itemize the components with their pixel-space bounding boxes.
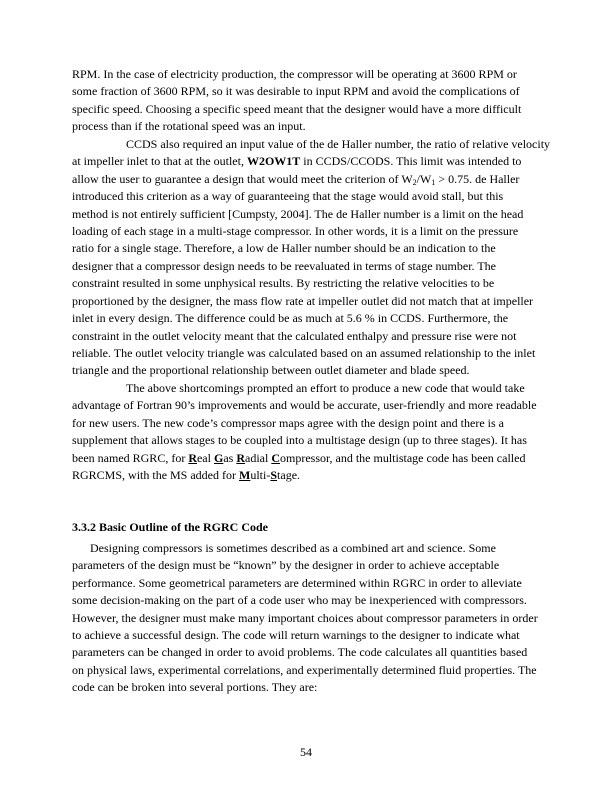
text-span: as bbox=[223, 450, 237, 465]
text-line: However, the designer must make many important choices about compressor parameters in order bbox=[72, 610, 538, 625]
page-number: 54 bbox=[300, 745, 312, 759]
paragraph-rpm bbox=[72, 66, 544, 136]
variable-name: W2OW1T bbox=[246, 154, 301, 169]
text-line: triangle and the proportional relationship between outlet diameter and blade speed. bbox=[72, 363, 470, 378]
text-line: code can be broken into several portions. They are: bbox=[72, 680, 318, 695]
text-line bbox=[72, 450, 544, 467]
spacer bbox=[72, 485, 544, 502]
acronym-letter: M bbox=[239, 468, 251, 483]
text-span: adial bbox=[245, 450, 272, 465]
text-span: eal bbox=[196, 450, 214, 465]
text-line: on physical laws, experimental correlations, and experimentally determined fluid properties. The bbox=[72, 662, 537, 677]
acronym-letter: R bbox=[236, 450, 245, 465]
subscript: 1 bbox=[431, 177, 436, 187]
paragraph-de-haller bbox=[72, 136, 551, 380]
document-page bbox=[72, 66, 551, 697]
acronym-letter: S bbox=[270, 468, 278, 483]
text-line: inlet in every design. The difference could be as much at 5.6 % in CCDS. Furthermore, the bbox=[72, 311, 509, 326]
text-line: to achieve a successful design. The code will return warnings to the designer to indicate what bbox=[72, 628, 520, 642]
text-line: constraint in the outlet velocity meant that the calculated enthalpy and pressure rise were not bbox=[72, 328, 517, 343]
text-span: tage. bbox=[277, 468, 301, 483]
section-heading: 3.3.2 Basic Outline of the RGRC Code bbox=[72, 520, 268, 535]
text-line: reliable. The outlet velocity triangle was calculated based on an assumed relationship to the inlet bbox=[72, 346, 536, 360]
text-span: /W bbox=[416, 171, 432, 186]
text-line bbox=[72, 171, 544, 188]
paragraph-new-code bbox=[72, 380, 544, 485]
text-line bbox=[72, 153, 544, 170]
text-line: process than if the rotational speed was an input. bbox=[72, 119, 306, 134]
acronym-letter: G bbox=[213, 450, 224, 465]
text-line bbox=[72, 467, 544, 484]
subscript: 2 bbox=[412, 177, 417, 187]
text-line: proportioned by the designer, the mass flow rate at impeller outlet did not match that at impeller bbox=[72, 293, 534, 308]
text-span: in CCDS/CCODS. This limit was intended to bbox=[300, 154, 522, 169]
text-line: designer that a compressor design needs to be reevaluated in terms of stage number. The bbox=[72, 258, 496, 273]
text-line: advantage of Fortran 90’s improvements and would be accurate, user-friendly and more readable bbox=[72, 398, 537, 413]
text-span: RGRCMS, with the MS added for bbox=[72, 468, 240, 483]
text-line: for new users. The new code’s compressor maps agree with the design point and there is a bbox=[72, 415, 504, 430]
text-line: loading of each stage in a multi-stage compressor. In other words, it is a limit on the pressure bbox=[72, 223, 519, 238]
text-line: Designing compressors is sometimes described as a combined art and science. Some bbox=[90, 540, 496, 555]
text-line: specific speed. Choosing a specific speed meant that the designer would have a more difficult bbox=[72, 101, 522, 116]
text-line: performance. Some geometrical parameters are determined within RGRC in order to alleviate bbox=[72, 575, 522, 590]
text-line: method is not entirely sufficient [Cumpsty, 2004]. The de Haller number is a limit on the head bbox=[72, 206, 524, 221]
text-line: introduced this criterion as a way of guaranteeing that the stage would avoid stall, but this bbox=[72, 189, 504, 204]
text-line: parameters can be changed in order to avoid problems. The code calculates all quantities based bbox=[72, 645, 528, 660]
text-line: ratio for a single stage. Therefore, a low de Haller number should be an indication to the bbox=[72, 241, 496, 256]
text-line: CCDS also required an input value of the de Haller number, the ratio of relative velocity bbox=[126, 136, 551, 151]
text-span: been named RGRC, for bbox=[72, 450, 189, 465]
text-span: at impeller inlet to that at the outlet, bbox=[72, 154, 247, 169]
paragraph-basic-outline bbox=[72, 540, 544, 697]
text-line: The above shortcomings prompted an effort to produce a new code that would take bbox=[126, 380, 525, 395]
acronym-letter: C bbox=[271, 450, 280, 465]
acronym-letter: R bbox=[188, 450, 197, 465]
text-span: ulti- bbox=[250, 468, 271, 483]
spacer bbox=[72, 502, 544, 519]
text-span: allow the user to guarantee a design that would meet the criterion of W bbox=[72, 171, 413, 186]
text-line: some decision-making on the part of a code user who may be inexperienced with compressors. bbox=[72, 593, 527, 608]
text-line: supplement that allows stages to be coupled into a multistage design (up to three stages). It has bbox=[72, 433, 527, 448]
text-line: constraint resulted in some unphysical results. By restricting the relative velocities to be bbox=[72, 276, 495, 291]
text-line: some fraction of 3600 RPM, so it was desirable to input RPM and avoid the complications of bbox=[72, 84, 520, 99]
text-span: ompressor, and the multistage code has been called bbox=[280, 450, 526, 465]
text-span: > 0.75. de Haller bbox=[435, 171, 520, 186]
text-line: parameters of the design must be “known” by the designer in order to achieve acceptable bbox=[72, 558, 500, 573]
text-line: RPM. In the case of electricity production, the compressor will be operating at 3600 RPM or bbox=[72, 67, 517, 81]
